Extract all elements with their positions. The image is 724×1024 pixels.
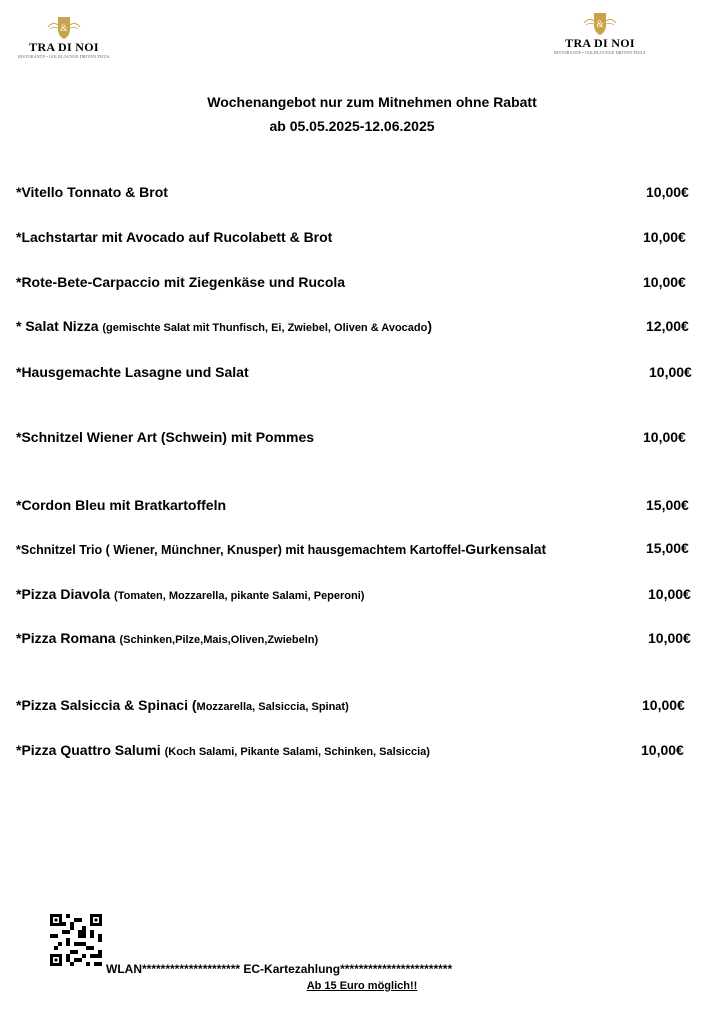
footer-payment-line: WLAN********************* EC-Kartezahlung************************ <box>106 962 453 976</box>
menu-item: *Schnitzel Trio ( Wiener, Münchner, Knusper) mit hausgemachtem Kartoffel-Gurkensalat <box>16 541 547 557</box>
menu-price: 15,00€ <box>646 540 689 556</box>
menu-item: *Hausgemachte Lasagne und Salat <box>16 364 249 380</box>
menu-item: *Rote-Bete-Carpaccio mit Ziegenkäse und Rucola <box>16 274 346 290</box>
logo-right <box>552 10 648 55</box>
menu-item: * Salat Nizza (gemischte Salat mit Thunfisch, Ei, Zwiebel, Oliven & Avocado) <box>16 318 433 334</box>
menu-price: 10,00€ <box>646 184 689 200</box>
menu-item: *Vitello Tonnato & Brot <box>16 184 168 200</box>
offer-dates: ab 05.05.2025-12.06.2025 <box>269 118 435 134</box>
svg-text:&: & <box>596 19 604 29</box>
menu-price: 15,00€ <box>646 497 689 513</box>
brand-name: TRA DI NOI <box>29 40 99 54</box>
menu-item: *Pizza Salsiccia & Spinaci (Mozzarella, Salsiccia, Spinat) <box>16 697 349 713</box>
brand-tagline: RISTORANTE • GOLDLOUNGE DRIVEN PIZZA <box>554 50 646 55</box>
menu-price: 10,00€ <box>643 274 686 290</box>
menu-price: 10,00€ <box>649 364 692 380</box>
menu-item: *Cordon Bleu mit Bratkartoffeln <box>16 497 227 513</box>
menu-price: 10,00€ <box>643 429 686 445</box>
menu-item: *Pizza Diavola (Tomaten, Mozzarella, pikante Salami, Peperoni) <box>16 586 365 602</box>
menu-item: *Lachstartar mit Avocado auf Rucolabett & Brot <box>16 229 333 245</box>
menu-price: 10,00€ <box>642 697 685 713</box>
svg-text:&: & <box>60 23 68 33</box>
offer-title: Wochenangebot nur zum Mitnehmen ohne Rabatt <box>207 94 537 110</box>
qr-code-icon <box>50 914 102 966</box>
menu-price: 12,00€ <box>646 318 689 334</box>
menu-item: *Pizza Romana (Schinken,Pilze,Mais,Oliven,Zwiebeln) <box>16 630 319 646</box>
crest-icon <box>583 10 617 36</box>
menu-item: *Schnitzel Wiener Art (Schwein) mit Pommes <box>16 429 315 445</box>
crest-icon <box>47 14 81 40</box>
menu-price: 10,00€ <box>643 229 686 245</box>
menu-price: 10,00€ <box>648 630 691 646</box>
brand-tagline: RISTORANTE • GOLDLOUNGE DRIVEN PIZZA <box>18 54 110 59</box>
menu-item: *Pizza Quattro Salumi (Koch Salami, Pikante Salami, Schinken, Salsiccia) <box>16 742 430 758</box>
brand-name: TRA DI NOI <box>565 36 635 50</box>
menu-price: 10,00€ <box>641 742 684 758</box>
logo-left <box>16 14 112 59</box>
menu-price: 10,00€ <box>648 586 691 602</box>
footer-note: Ab 15 Euro möglich!! <box>306 980 418 992</box>
